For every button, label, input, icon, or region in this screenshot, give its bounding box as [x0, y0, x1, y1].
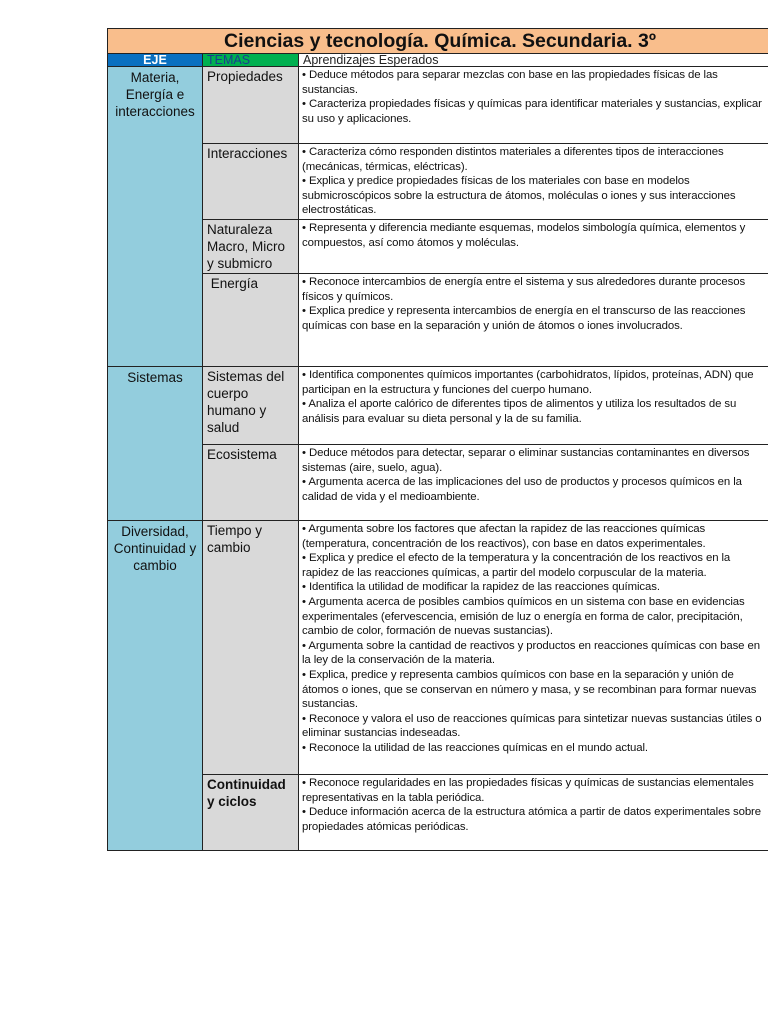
aprendizajes-cell: [299, 521, 768, 775]
header-temas: TEMAS: [203, 54, 299, 67]
header-eje: EJE: [108, 54, 203, 67]
table-row: [108, 775, 768, 851]
list-item: • Caracteriza propiedades físicas y químicas para identificar materiales y sustancias, explicar su uso y aplicaciones.: [302, 98, 762, 125]
table-row: [108, 220, 768, 274]
header-row: [108, 54, 768, 67]
table-row: [108, 67, 768, 144]
tema-cell: Sistemas del cuerpo humano y salud: [203, 367, 299, 445]
header-aprendizajes: Aprendizajes Esperados: [299, 54, 768, 67]
list-item: • Analiza el aporte calórico de diferentes tipos de alimentos y utiliza los resultados de su análisis para evaluar su dieta personal y la de su familia.: [302, 398, 737, 425]
aprendizajes-cell: [299, 220, 768, 274]
list-item: • Explica, predice y representa cambios químicos con base en la separación y unión de átomos o iones, que se conservan en número y masa, y se recombinan para formar nuevas sustancias.: [302, 668, 757, 711]
list-item: • Explica y predice propiedades físicas de los materiales con base en modelos submicroscópicos sobre la estructura de átomos, moléculas o iones y sus interacciones electrostáticas.: [302, 175, 736, 217]
document-sheet: [107, 28, 768, 851]
list-item: • Reconoce regularidades en las propiedades físicas y químicas de sustancias elementales representativas en la tabla periódica.: [302, 777, 754, 804]
list-item: • Argumenta acerca de las implicaciones del uso de productos y procesos químicos en la calidad de vida y el medioambiente.: [302, 476, 742, 503]
tema-cell: Naturaleza Macro, Micro y submicro: [203, 220, 299, 274]
aprendizajes-cell: [299, 67, 768, 144]
list-item: • Argumenta acerca de posibles cambios químicos en un sistema con base en evidencias experimentales (efervescencia, emisión de luz o energía en forma de calor, precipitación, cambio de color, formación de nuevas sustancias).: [302, 595, 745, 638]
tema-cell: Continuidad y ciclos: [203, 775, 299, 851]
aprendizajes-cell: [299, 367, 768, 445]
list-item: • Representa y diferencia mediante esquemas, modelos simbología química, elementos y compuestos, así como átomos y moléculas.: [302, 222, 746, 249]
page-title: Ciencias y tecnología. Química. Secundaria. 3º: [108, 29, 768, 54]
aprendizajes-cell: [299, 274, 768, 367]
list-item: • Reconoce la utilidad de las reacciones químicas en el mundo actual.: [302, 741, 648, 754]
list-item: • Reconoce y valora el uso de reacciones químicas para sintetizar nuevas sustancias útiles o eliminar sustancias indeseadas.: [302, 712, 762, 740]
list-item: • Reconoce intercambios de energía entre el sistema y sus alrededores durante procesos físicos y químicos.: [302, 276, 746, 303]
aprendizajes-cell: [299, 445, 768, 521]
list-item: • Identifica componentes químicos importantes (carbohidratos, lípidos, proteínas, ADN) que participan en la estructura y funciones del cuerpo humano.: [302, 369, 754, 396]
table-row: [108, 521, 768, 775]
title-row: [108, 29, 768, 54]
table-row: [108, 144, 768, 220]
aprendizajes-cell: [299, 144, 768, 220]
list-item: • Explica y predice el efecto de la temperatura y la concentración de los reactivos en la rapidez de las reacciones químicas, a partir del modelo corpuscular de la materia.: [302, 552, 731, 579]
curriculum-table: [107, 28, 768, 851]
tema-cell: Interacciones: [203, 144, 299, 220]
list-item: • Identifica la utilidad de modificar la rapidez de las reacciones químicas.: [302, 581, 660, 594]
tema-cell: Energía: [203, 274, 299, 367]
list-item: • Caracteriza cómo responden distintos materiales a diferentes tipos de interacciones (mecánicas, térmicas, eléctricas).: [302, 146, 724, 173]
table-row: [108, 445, 768, 521]
list-item: • Deduce métodos para detectar, separar o eliminar sustancias contaminantes en diversos sistemas (aire, suelo, agua).: [302, 447, 750, 474]
eje-cell: Diversidad, Continuidad y cambio: [108, 521, 203, 851]
table-row: [108, 274, 768, 367]
eje-cell: Materia, Energía e interacciones: [108, 67, 203, 367]
table-row: [108, 367, 768, 445]
aprendizajes-cell: [299, 775, 768, 851]
list-item: • Argumenta sobre los factores que afectan la rapidez de las reacciones químicas (temperatura, concentración de los reactivos), con base en datos experimentales.: [302, 523, 706, 550]
tema-cell: Ecosistema: [203, 445, 299, 521]
list-item: • Deduce métodos para separar mezclas con base en las propiedades físicas de las sustancias.: [302, 69, 718, 96]
list-item: • Argumenta sobre la cantidad de reactivos y productos en reacciones químicas con base en la ley de la conservación de la materia.: [302, 639, 760, 667]
tema-cell: Tiempo y cambio: [203, 521, 299, 775]
list-item: • Explica predice y representa intercambios de energía en el transcurso de las reacciones químicas con base en la separación y unión de átomos o iones involucrados.: [302, 305, 746, 332]
eje-cell: Sistemas: [108, 367, 203, 521]
tema-cell: Propiedades: [203, 67, 299, 144]
list-item: • Deduce información acerca de la estructura atómica a partir de datos experimentales sobre propiedades atómicas periódicas.: [302, 806, 761, 833]
